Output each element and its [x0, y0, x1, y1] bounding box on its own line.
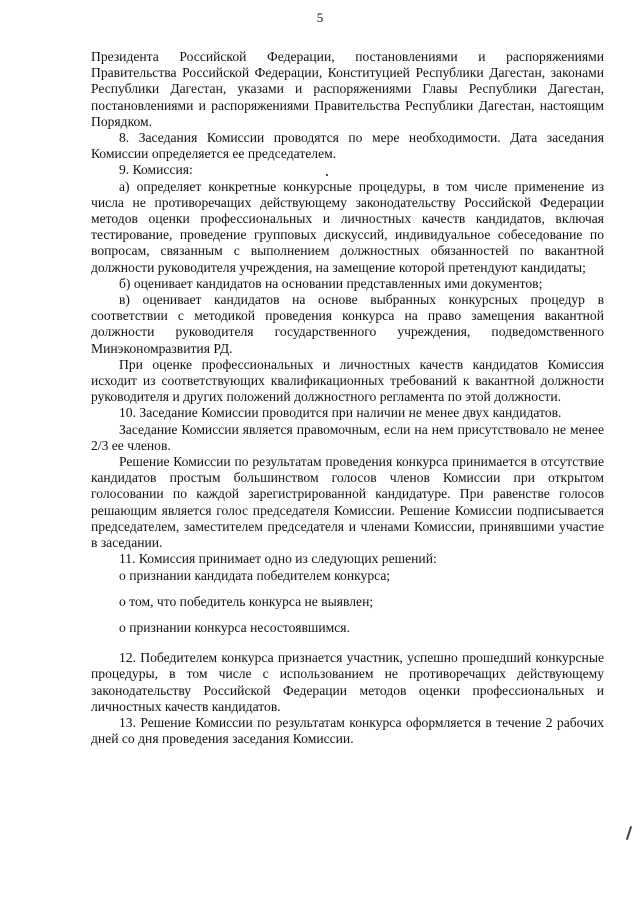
paragraph-item-9b: б) оценивает кандидатов на основании представленных ими документов; [119, 275, 543, 291]
paragraph-item-9v: в) оценивает кандидатов на основе выбранных конкурсных процедур в соответствии с методикой проведения конкурса на право замещения вакантной должности руководителя государственного учреждения, подведомственного Минэкономразвития РД. [91, 292, 604, 356]
paragraph-item-10: 10. Заседание Комиссии проводится при наличии не менее двух кандидатов. [119, 405, 562, 421]
page-number: 5 [316, 10, 324, 25]
paragraph-item-11: 11. Комиссия принимает одно из следующих решений: [119, 551, 437, 567]
paragraph-assessment: При оценке профессиональных и личностных качеств кандидатов Комиссия исходит из соответствующих квалификационных требований к вакантной должности руководителя и других положений должностного регламента по этой должности. [91, 356, 604, 405]
paragraph-item-8: 8. Заседания Комиссии проводятся по мере необходимости. Дата заседания Комиссии определяется ее председателем. [91, 130, 604, 162]
paragraph-item-9a: а) определяет конкретные конкурсные процедуры, в том числе применение из числа не противоречащих действующему законодательству Российской Федерации методов оценки профессиональных и личностных качеств кандидатов, включая тестирование, проведение групповых дискуссий, индивидуальное собеседование по вопросам, связанным с выполнением должностных обязанностей по вакантной должности руководителя учреждения, на замещение которой претендуют кандидаты; [91, 178, 604, 275]
paragraph-continuation: Президента Российской Федерации, постановлениями и распоряжениями Правительства Российской Федерации, Конституцией Республики Дагестан, законами Республики Дагестан, указами и распоряжениями Главы Республики Дагестан, постановлениями и распоряжениями Правительства Республики Дагестан, настоящим Порядком. [91, 49, 604, 129]
decision-option-failed: о признании конкурса несостоявшимся. [119, 619, 350, 635]
paragraph-item-12: 12. Победителем конкурса признается участник, успешно прошедший конкурсные процедуры, в том числе с использованием не противоречащих действующему законодательству Российской Федерации методов оценки профессиональных и личностных качеств кандидатов. [91, 650, 604, 714]
paragraph-decision: Решение Комиссии по результатам проведения конкурса принимается в отсутствие кандидатов простым большинством голосов членов Комиссии при открытом голосовании по каждой зарегистрированной кандидатуре. При равенстве голосов решающим является голос председателя Комиссии. Решение Комиссии подписывается председателем, заместителем председателя и членами Комиссии, принявшими участие в заседании. [91, 454, 604, 551]
paragraph-quorum: Заседание Комиссии является правомочным, если на нем присутствовало не менее 2/3 ее членов. [91, 421, 604, 453]
decision-option-winner: о признании кандидата победителем конкурса; [119, 567, 391, 583]
paragraph-item-13: 13. Решение Комиссии по результатам конкурса оформляется в течение 2 рабочих дней со дня проведения заседания Комиссии. [91, 714, 604, 747]
decision-option-no-winner: о том, что победитель конкурса не выявлен; [119, 593, 374, 609]
paragraph-item-9: 9. Комиссия: [119, 162, 193, 178]
scan-artifact-mark [626, 826, 632, 840]
document-body [91, 49, 604, 747]
